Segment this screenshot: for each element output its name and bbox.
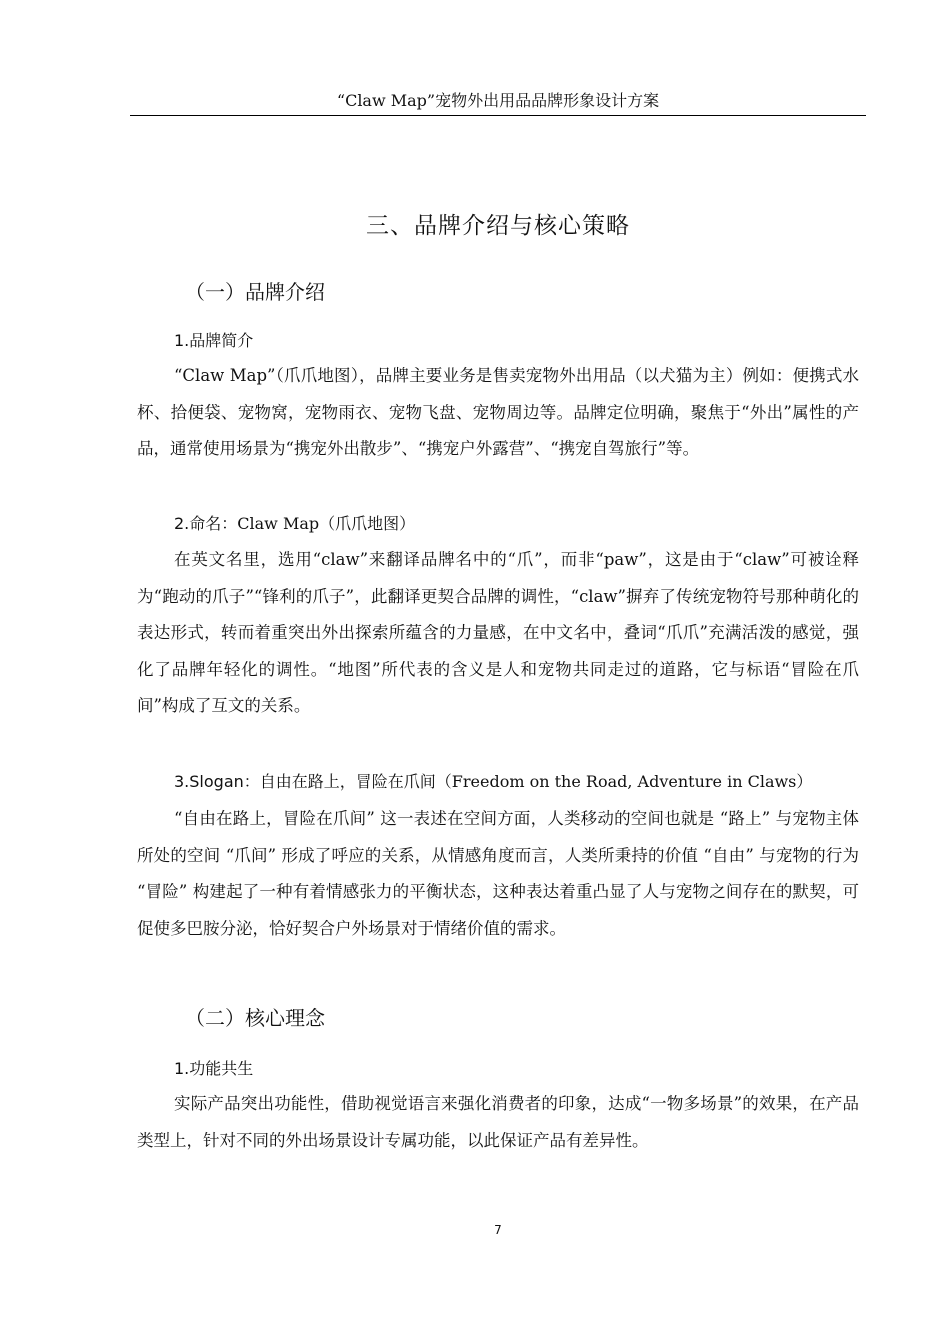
subheading-naming-en: Claw Map bbox=[237, 514, 320, 533]
subheading-function-symbiosis: 1.功能共生 bbox=[174, 1059, 254, 1078]
subheading-naming-suffix: （爪爪地图） bbox=[319, 514, 416, 533]
subheading-slogan-en: （Freedom on the Road, Adventure in Claws） bbox=[435, 772, 813, 791]
section-title-brand-intro: （一）品牌介绍 bbox=[185, 280, 325, 304]
subheading-naming-prefix: 2.命名： bbox=[174, 514, 238, 533]
section-title-core-concept: （二）核心理念 bbox=[185, 1006, 325, 1030]
page-number: 7 bbox=[494, 1223, 502, 1237]
paragraph-slogan: “自由在路上，冒险在爪间” 这一表述在空间方面，人类移动的空间也就是 “路上” 与宠物主体所处的空间 “爪间” 形成了呼应的关系，从情感角度而言，人类所秉持的价值 “自由” 与宠物的行为 “冒险” 构建起了一种有着情感张力的平衡状态，这种表达着重凸显了人与宠物之间存在的默契，可促使多巴胺分泌，恰好契合户外场景对于情绪价值的需求。 bbox=[137, 809, 859, 938]
subheading-brand-overview: 1.品牌简介 bbox=[174, 331, 254, 350]
subheading-naming bbox=[174, 512, 415, 536]
header-rule bbox=[130, 115, 866, 116]
running-header: “Claw Map”宠物外出用品品牌形象设计方案 bbox=[336, 91, 660, 110]
paragraph-function-symbiosis: 实际产品突出功能性，借助视觉语言来强化消费者的印象，达成“一物多场景”的效果，在产品类型上，针对不同的外出场景设计专属功能，以此保证产品有差异性。 bbox=[137, 1094, 859, 1150]
subheading-slogan-prefix: 3.Slogan：自由在路上，冒险在爪间 bbox=[174, 772, 436, 791]
chapter-title: 三、品牌介绍与核心策略 bbox=[366, 213, 630, 239]
paragraph-brand-overview: “Claw Map”（爪爪地图），品牌主要业务是售卖宠物外出用品（以犬猫为主）例如：便携式水杯、拾便袋、宠物窝，宠物雨衣、宠物飞盘、宠物周边等。品牌定位明确，聚焦于“外出”属性的产品，通常使用场景为“携宠外出散步”、“携宠户外露营”、“携宠自驾旅行”等。 bbox=[137, 366, 859, 458]
subheading-slogan bbox=[174, 770, 812, 794]
paragraph-naming: 在英文名里，选用“claw”来翻译品牌名中的“爪”，而非“paw”，这是由于“claw”可被诠释为“跑动的爪子”“锋利的爪子”，此翻译更契合品牌的调性，“claw”摒弃了传统宠物符号那种萌化的表达形式，转而着重突出外出探索所蕴含的力量感，在中文名中，叠词“爪爪”充满活泼的感觉，强化了品牌年轻化的调性。“地图”所代表的含义是人和宠物共同走过的道路，它与标语“冒险在爪间”构成了互文的关系。 bbox=[137, 550, 859, 715]
